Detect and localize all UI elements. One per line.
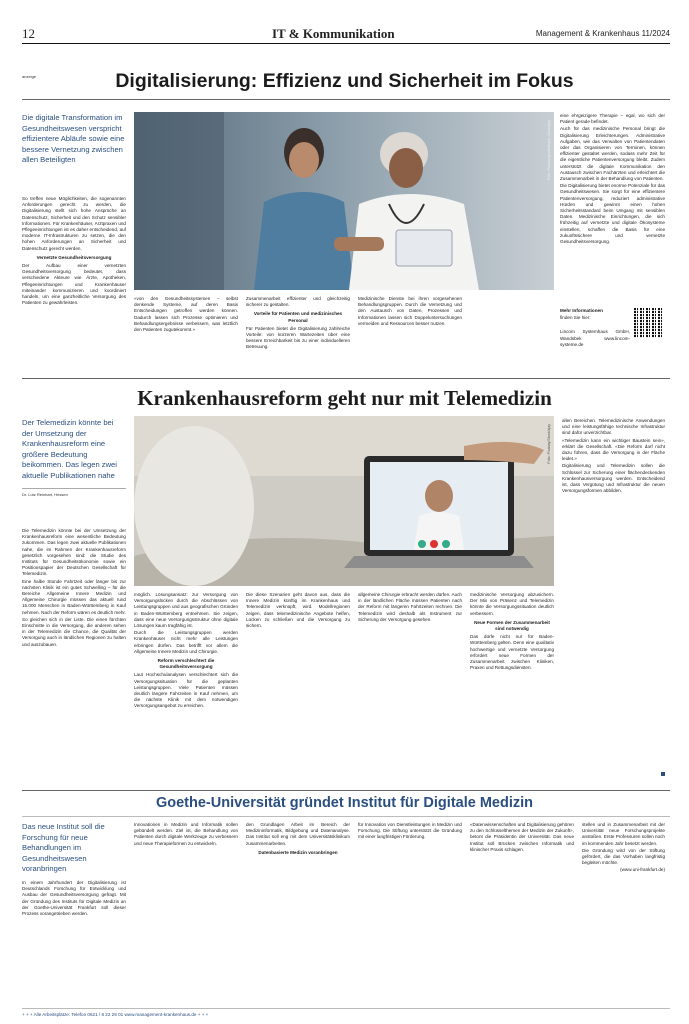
article2-column-6 bbox=[562, 418, 665, 784]
info-text: finden Sie hier: bbox=[560, 315, 591, 321]
article1-lead: Die digitale Transformation im Gesundheitswesen verspricht effizientere Abläufe sowie eine bessere Vernetzung zwischen allen Beteiligten bbox=[22, 113, 125, 165]
article3-column-1 bbox=[22, 880, 126, 1004]
article3-source[interactable]: (www.uni-frankfurt.de) bbox=[620, 867, 665, 873]
article1-top-rule bbox=[22, 99, 670, 100]
article1-column-2-lower bbox=[134, 296, 238, 364]
article1-column-1 bbox=[22, 196, 126, 364]
article3-column-4 bbox=[358, 822, 462, 1004]
article2-column-4 bbox=[358, 592, 462, 784]
section-title: IT & Kommunikation bbox=[272, 26, 395, 41]
photo-credit-2: Foto: Pixabay/Stock/ajay bbox=[546, 424, 551, 464]
article1-col1-p2: Der Aufbau einer vernetzten Gesundheitsversorgung bedeutet, dass verschiedene Akteure wie Ärzte, Apotheken, Pflegeeinrichtungen und Krankenhäuser miteinander kommunizieren und koordiniert handeln, um eine ganzheitliche Versorgung des Patienten zu gewährleisten. bbox=[22, 263, 126, 306]
end-mark-2 bbox=[661, 772, 665, 776]
ad-tag: anzeige bbox=[22, 74, 37, 79]
article3-column-2 bbox=[134, 822, 238, 1004]
company-info[interactable]: Lincom Systemhaus GmbH, Wandsbek www.lincom-systeme.de bbox=[560, 329, 630, 347]
photo-credit-1: Foto: Pixabay/goalkuthgol, Stock/ajay bbox=[546, 120, 551, 180]
article3-col6-p1: stellen und in Zusammenarbeit mit der Universität neue Forschungsprojekte anstoßen. Erste Professuren sollen noch im kommenden Jahr besetzt werden. bbox=[582, 822, 665, 846]
article2-col6-p3: Digitalisierung und Telemedizin sollen die Schlüssel zur Sicherung einer flächendeckenden Krankenhausversorgung werden. Entscheidend ist, dass Vergütung und Infrastruktur die neuen Versorgungsformen abbilden. bbox=[562, 463, 665, 494]
article1-below-p2: Zusammenarbeit effizienter und gleichzeitig sicherer zu gestalten. bbox=[246, 296, 350, 308]
article2-column-3 bbox=[246, 592, 350, 784]
article3-col6-p2: Die Gründung wird von der Stiftung gefördert, die das Vorhaben langfristig begleiten möchte. bbox=[582, 847, 665, 866]
article2-col1-p3: So gleichen sich in der Liste. Die einen fürchten Einschnitte in die Versorgung, die anderen sehen in der Telemedizin die Chance, die Qualität der Versorgung auch in ländlichen Regionen zu halten und auszubauen. bbox=[22, 616, 126, 647]
article3-col5-p1: «Datenwissenschaften und Digitalisierung gehören zu den Schlüsselthemen der Medizin der Zukunft», betont die Präsidentin der Universität. Das neue Institut soll Brücken zwischen Informatik und klinischer Praxis schlagen. bbox=[470, 822, 574, 852]
article2-col5-p1: medizinische Versorgung abzusichern. Der Mix von Präsenz und Telemedizin könnte die Versorgungssituation deutlich verbessern. bbox=[470, 592, 554, 616]
article2-col1-p1: Die Telemedizin könnte bei der Umsetzung der Krankenhausreform eine wesentliche Bedeutung zukommen. Das legen zwei aktuelle Publikationen nahe, die im Rahmen der Krankenhausreform gesetzlich vorgesehen sind: die Studie des Instituts für Gesundheitsökonomie sowie ein Positionspapier der Deutschen Gesellschaft für Telemedizin. bbox=[22, 528, 126, 577]
article1-info-box bbox=[560, 308, 630, 364]
doctors-tablet-photo bbox=[134, 112, 554, 290]
article1-below-p1: «von den Gesundheitssystemen – selbst denkende Systeme, auf deren Basis Entscheidungen getroffen werden können. Dadurch lassen sich Prozesse optimieren und Behandlungsergebnisse verbessern, was letztlich den Patienten zugutekommt.» bbox=[134, 296, 238, 333]
article2-col5-subheading: Neue Formen der Zusammenarbeit sind notwendig bbox=[474, 619, 550, 632]
article2-lead-text: Der Telemedizin könnte bei der Umsetzung der Krankenhausreform eine größere Bedeutung beikommen. Das legen zwei aktuelle Publikationen nahe bbox=[22, 418, 117, 480]
qr-code[interactable] bbox=[634, 308, 664, 338]
article2-column-5 bbox=[470, 592, 554, 784]
article2-col6-p2: «Telemedizin kann ein wichtiger Baustein sein», erklärt die Gesellschaft. «Die Reform darf nicht dazu führen, dass die Versorgung in der Fläche leidet.» bbox=[562, 437, 665, 462]
article2-top-rule bbox=[22, 378, 670, 379]
article3-lead: Das neue Institut soll die Forschung für neue Behandlungen im Gesundheitswesen voranbringen bbox=[22, 822, 105, 874]
article2-col5-p2: Das dürfe nicht nur für Baden-Württemberg gelten. Denn eine qualitativ hochwertige und vernetzte Versorgung erfordert neue Formen der Zusammenarbeit zwischen Kliniken, Praxen und Rettungsdiensten. bbox=[470, 634, 554, 671]
article1-col1-subheading: Vernetzte Gesundheitsversorgung bbox=[36, 254, 112, 260]
article2-col2-p3: Laut Hochschulanalysen verschlechtert sich die Versorgungssituation für die geplanten Leistungsgruppen. Viele Patienten müssen deutlich längere Fahrzeiten in Kauf nehmen, um die nächste Klinik mit dem notwendigen Versorgungsangebot zu erreichen. bbox=[134, 672, 238, 709]
article1-column-5 bbox=[560, 113, 665, 303]
article2-col4-p1: allgemeine Chirurgie erbracht werden dürfen. Auch in der ländlichen Fläche müssen Patienten nach der Reform mit längeren Fahrtzeiten rechnen. Die Telemedizin wird deshalb als Instrument zur Sicherung der Versorgung gesehen. bbox=[358, 592, 462, 622]
article3-col1-p1: In einem Jahrhundert der Digitalisierung ist Deutschlands Forschung für Entwicklung und Ausbau der Gesundheitsversorgung gefragt. Mit der Gründung des Instituts für Digitale Medizin an der Goethe-Universität Frankfurt soll dieser Prozess vorangetrieben werden. bbox=[22, 880, 126, 917]
article3-col3-p1: den Grundlagen Arbeit im Bereich der Medizininformatik, Bildgebung und Datenanalyse. Das Institut soll eng mit dem Universitätsklinikum zusammenarbeiten. bbox=[246, 822, 350, 846]
article2-col2-p1: möglich. Lösungsansatz: zur Versorgung von Versorgungslücken durch die Abschlüssen von Leistungsgruppen und aus geografischen Gründen in Baden-Württemberg entnehmen. Sie zeigen, dass eine neue Versorgungsstruktur ohne digitale Lösungen kaum tragfähig ist. bbox=[134, 592, 238, 629]
footer-text[interactable]: + + + Alle Arbeitsplätze: Telefon 0621 / 8 22 29 01 www.management-krankenhaus.de + + + bbox=[22, 1012, 209, 1017]
article2-col6-p1: allen Bereichen. Telemedizinische Anwendungen und eine leistungsfähige technische Infrastruktur sind dafür unverzichtbar. bbox=[562, 418, 665, 436]
article1-column-4 bbox=[358, 296, 462, 364]
article2-col2-subheading: Reform verschlechtert die Gesundheitsversorgung bbox=[157, 658, 215, 670]
article2-lead bbox=[22, 418, 126, 498]
article2-column-2 bbox=[134, 592, 238, 784]
article3-col2-p1: Innovationen in Medizin und Informatik sollen gebündelt werden. Ziel ist, die Behandlung von Patienten durch digitale Werkzeuge zu verbessern und neue Therapieformen zu entwickeln. bbox=[134, 822, 238, 846]
telemedicine-laptop-photo bbox=[134, 416, 554, 586]
article3-title: Goethe-Universität gründet Institut für Digitale Medizin bbox=[155, 795, 533, 811]
article2-col1-p2: Eine halbe Stunde Fahrtzeit oder länger bis zur nächsten Klinik ist ein gutes Schwelling – für die Bereiche Allgemeine Innere Medizin und Allgemeine Chirurgie müssen das aktuell rund 15.000 Menschen in Baden-Württemberg in Kauf nehmen. Nach der Reform wären es deutlich mehr. bbox=[22, 578, 126, 615]
article1-col5-p1: eine ehrgeizigere Therapie – egal, wo sich der Patient gerade befindet. bbox=[560, 113, 665, 125]
article2-col3-p1: Die diese Szenarien geht davon aus, dass die Innere Medizin künftig im Krankenhaus und Telemedizin verknüpft, wird. Modellregionen zeigen, dass telemedizinische Angebote helfen, Lücken zu schließen und die Versorgung zu sichern. bbox=[246, 592, 350, 629]
info-label: Mehr Informationen bbox=[560, 308, 603, 313]
article1-column-3 bbox=[246, 296, 350, 364]
article1-below-p4: Medizinische Dienste bei ihren vorgesehenen Behandlungsgruppen. Durch die Vernetzung und den Austausch von Daten, Prozessen und Informationen lassen sich Doppeluntersuchungen vermeiden und Ressourcen besser nutzen. bbox=[358, 296, 462, 326]
article2-byline: Dr. Lutz Reinhart, Hessen bbox=[22, 488, 126, 498]
article2-column-1 bbox=[22, 528, 126, 784]
article1-below-subheading: Vorteile für Patienten und medizinisches Personal bbox=[253, 311, 343, 323]
article3-column-5 bbox=[470, 822, 574, 1004]
article3-col3-subheading: Datenbasierte Medizin voranbringen bbox=[258, 849, 338, 855]
article1-below-p3: Für Patienten bietet die Digitalisierung zahlreiche Vorteile: von kürzeren Wartezeiten über eine bessere Erreichbarkeit bis zu einer individuelleren Betreuung. bbox=[246, 325, 350, 350]
article2-col2-p2: Durch die Leistungsgruppen werden Krankenhäuser nicht mehr alle Leistungen erbringen dürfen. Das betrifft vor allem die Allgemeine Innere Medizin und Chirurgie. bbox=[134, 630, 238, 654]
footer-rule bbox=[22, 1008, 670, 1009]
header-rule bbox=[22, 43, 670, 44]
article1-col5-p3: Die Digitalisierung bietet enorme Potenziale für das Gesundheitswesen. Sie sorgt für eine effizientere Patientenversorgung, reduziert administrative Hürden und gewinnt einen hohen Sicherheitsstandard beim Umgang mit sensiblen Daten. Medizinische Einrichtungen, die sich frühzeitig auf vernetzte und digitale Ökosysteme einstellen, schaffen die Basis für eine zukunftssichere und vernetzte Gesundheitsversorgung. bbox=[560, 183, 665, 245]
article1-title: Digitalisierung: Effizienz und Sicherheit im Fokus bbox=[115, 70, 574, 92]
article1-col5-p2: Auch für das medizinische Personal bringt die Digitalisierung Erleichterungen. Administrative Aufgaben, wie das Verwalten von Patientendaten oder das Organisieren von Terminen, können effizienter gestaltet werden, sodass mehr Zeit für die eigentliche Patientenversorgung bleibt. Zudem unterstützt die digitale Kommunikation den Austausch zwischen Fachärzten und erleichtert die Zusammenarbeit in der Behandlung von Patienten. bbox=[560, 126, 665, 182]
publication-info: Management & Krankenhaus 11/2024 bbox=[535, 29, 670, 38]
page-number: 12 bbox=[22, 26, 35, 41]
article2-title: Krankenhausreform geht nur mit Telemedizin bbox=[137, 386, 552, 410]
page-header bbox=[22, 26, 670, 46]
article3-col4-p1: für Innovation von Dienstleistungen in Medizin und Forschung. Die Stiftung unterstützt die Gründung mit einer langfristigen Förderung. bbox=[358, 822, 462, 840]
article1-col1-p1: So treffen neue Möglichkeiten, die sogenannten Anforderungen gerecht zu werden, die Digitalisierung stellt sich hohe Ansprüche an Datenschutz, Sicherheit und den Schutz sensibler Informationen. Für Krankenhäuser, Arztpraxen und Pflegeeinrichtungen ist es daher entscheidend, auf moderne IT-Infrastrukturen zu setzen, die den hohen Anforderungen an Sicherheit und Datenschutz gerecht werden. bbox=[22, 196, 126, 251]
article3-column-3 bbox=[246, 822, 350, 1004]
article3-top-rule bbox=[22, 790, 670, 791]
article3-column-6 bbox=[582, 822, 665, 1004]
article3-sub-rule bbox=[22, 816, 670, 817]
